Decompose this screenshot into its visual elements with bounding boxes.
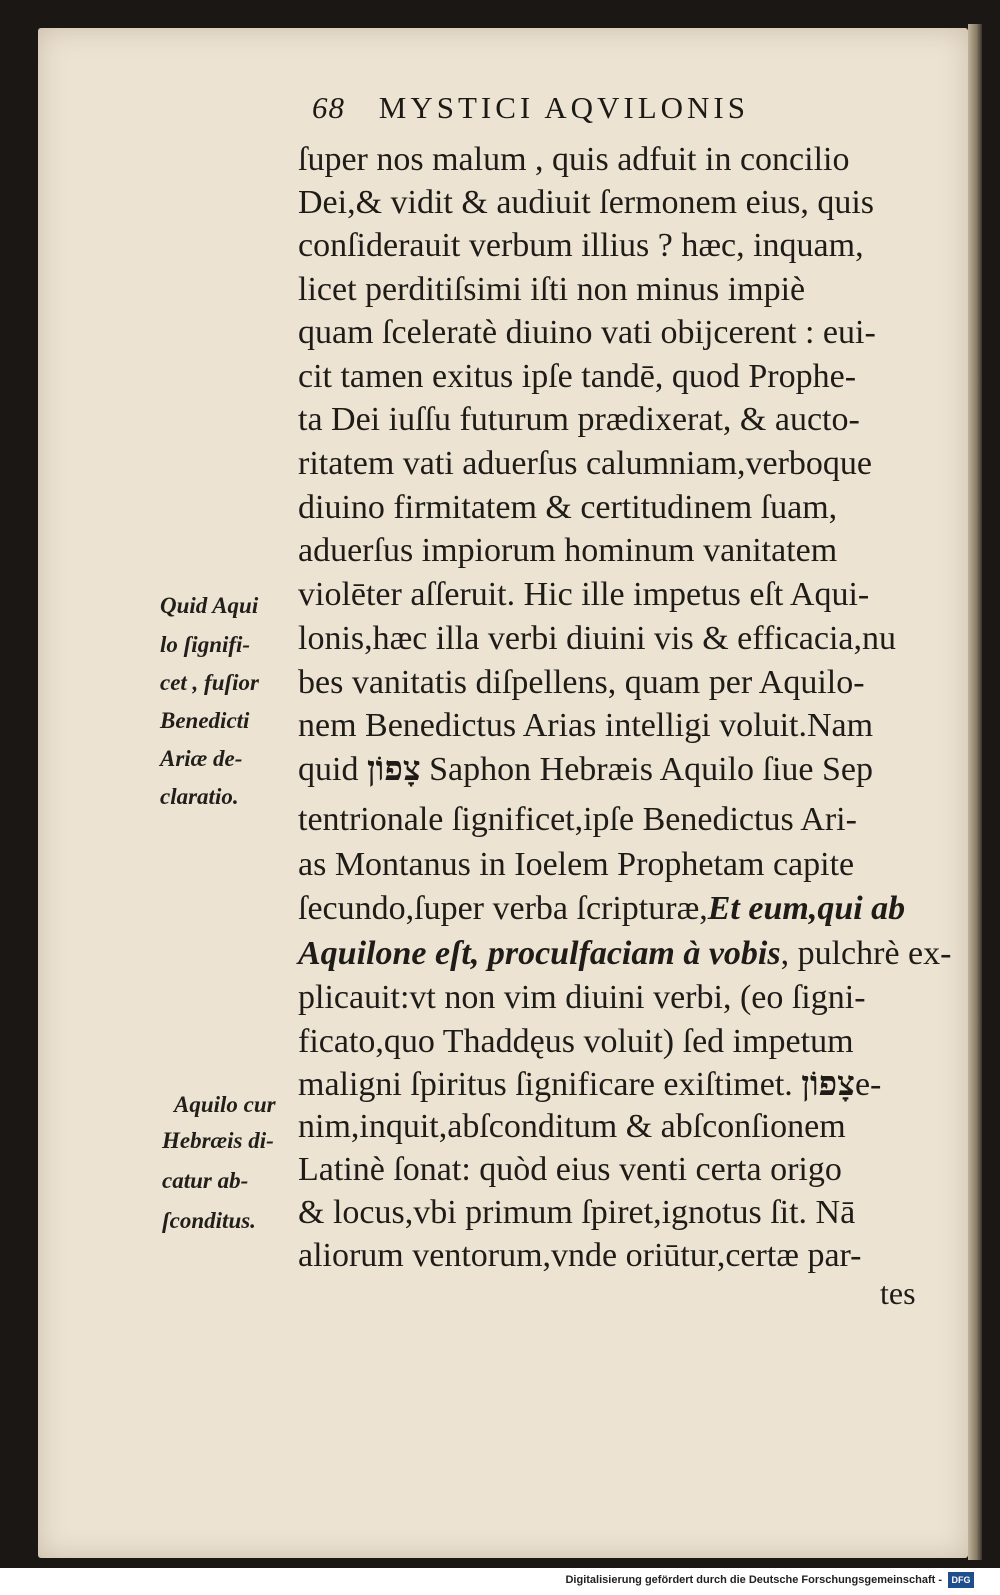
page-number: 68: [312, 90, 345, 125]
body-line: licet perditiſsimi iſti non minus impiè: [298, 271, 806, 308]
body-line: diuino firmitatem & certitudinem ſuam,: [298, 489, 838, 526]
body-line: bes vanitatis diſpellens, quam per Aquilo-: [298, 664, 865, 701]
catchword: tes: [880, 1275, 916, 1311]
margin-note-aquilo-hidden: [162, 1092, 282, 1244]
body-line: [298, 889, 948, 929]
body-line: Dei,& vidit & audiuit ſermonem eius, quis: [298, 184, 875, 221]
margin-note-line: catur ab-: [162, 1168, 249, 1193]
body-line: aliorum ventorum,vnde oriūtur,certæ par-: [298, 1237, 862, 1274]
margin-note-line: ſconditus.: [162, 1208, 256, 1233]
scripture-quote: Et eum,qui ab: [707, 890, 906, 927]
footer-credit: Digitalisierung gefördert durch die Deutsche Forschungsgemeinschaft -: [565, 1574, 942, 1586]
running-title: MYSTICI AQVILONIS: [378, 90, 749, 125]
running-head: [312, 90, 832, 136]
body-text: , pulchrè ex-: [780, 935, 952, 972]
body-line: cit tamen exitus ipſe tandē, quod Prophe-: [298, 358, 857, 395]
margin-note-line: Ariæ de-: [160, 746, 243, 771]
body-line: ficato,quo Thaddęus voluit) ſed impetum: [298, 1023, 854, 1060]
body-text: quid: [298, 751, 359, 788]
digitization-footer: [0, 1568, 1000, 1595]
body-line: [298, 750, 948, 790]
hebrew-word: צָפוֹן: [366, 751, 421, 788]
body-text: e-: [854, 1066, 882, 1103]
body-line: nem Benedictus Arias intelligi voluit.Nam: [298, 707, 874, 744]
body-text: ſecundo,ſuper verba ſcripturæ,: [298, 890, 708, 927]
body-line: Latinè ſonat: quòd eius venti certa origo: [298, 1151, 842, 1188]
margin-note-line: Benedicti: [160, 708, 250, 733]
body-line: conſiderauit verbum illius ? hæc, inquam,: [298, 227, 864, 264]
body-line: as Montanus in Ioelem Prophetam capite: [298, 846, 855, 883]
margin-note-line: Quid Aqui: [160, 593, 259, 618]
body-line: ritatem vati aduerſus calumniam,verboque: [298, 445, 873, 482]
body-line: tentrionale ſignificet,ipſe Benedictus Ari-: [298, 801, 857, 838]
body-line: lonis,hæc illa verbi diuini vis & efficacia,nu: [298, 620, 897, 657]
body-line: ta Dei iuſſu futurum prædixerat, & aucto-: [298, 401, 860, 438]
body-text: maligni ſpiritus ſignificare exiſtimet.: [298, 1066, 793, 1103]
margin-note-line: Hebræis di-: [162, 1128, 274, 1153]
margin-note-aquilo-meaning: [160, 593, 280, 822]
scripture-quote: Aquilone eſt, proculfaciam à vobis: [298, 935, 781, 972]
margin-note-line: cet , fuſior: [160, 670, 260, 695]
body-line: plicauit:vt non vim diuini verbi, (eo ſigni-: [298, 979, 866, 1016]
margin-note-line: lo ſignifi-: [160, 632, 251, 657]
body-line: [298, 934, 952, 974]
body-line: ſuper nos malum , quis adfuit in concilio: [298, 141, 850, 178]
body-line: [298, 1065, 948, 1105]
page-edge: [968, 24, 982, 1560]
margin-note-line: claratio.: [160, 784, 239, 809]
body-line: & locus,vbi primum ſpiret,ignotus ſit. Nā: [298, 1194, 856, 1231]
hebrew-word: צָפוֹן: [801, 1066, 855, 1103]
body-line: quam ſceleratè diuino vati obijcerent : eui-: [298, 314, 876, 351]
margin-note-line: Aquilo cur: [174, 1092, 276, 1117]
dfg-logo: DFG: [948, 1572, 974, 1588]
body-line: nim,inquit,abſconditum & abſconſionem: [298, 1108, 846, 1145]
body-line: violēter aſſeruit. Hic ille impetus eſt Aqui-: [298, 576, 870, 613]
body-text: Saphon Hebræis Aquilo ſiue Sep: [429, 751, 874, 788]
body-line: aduerſus impiorum hominum vanitatem: [298, 532, 838, 569]
